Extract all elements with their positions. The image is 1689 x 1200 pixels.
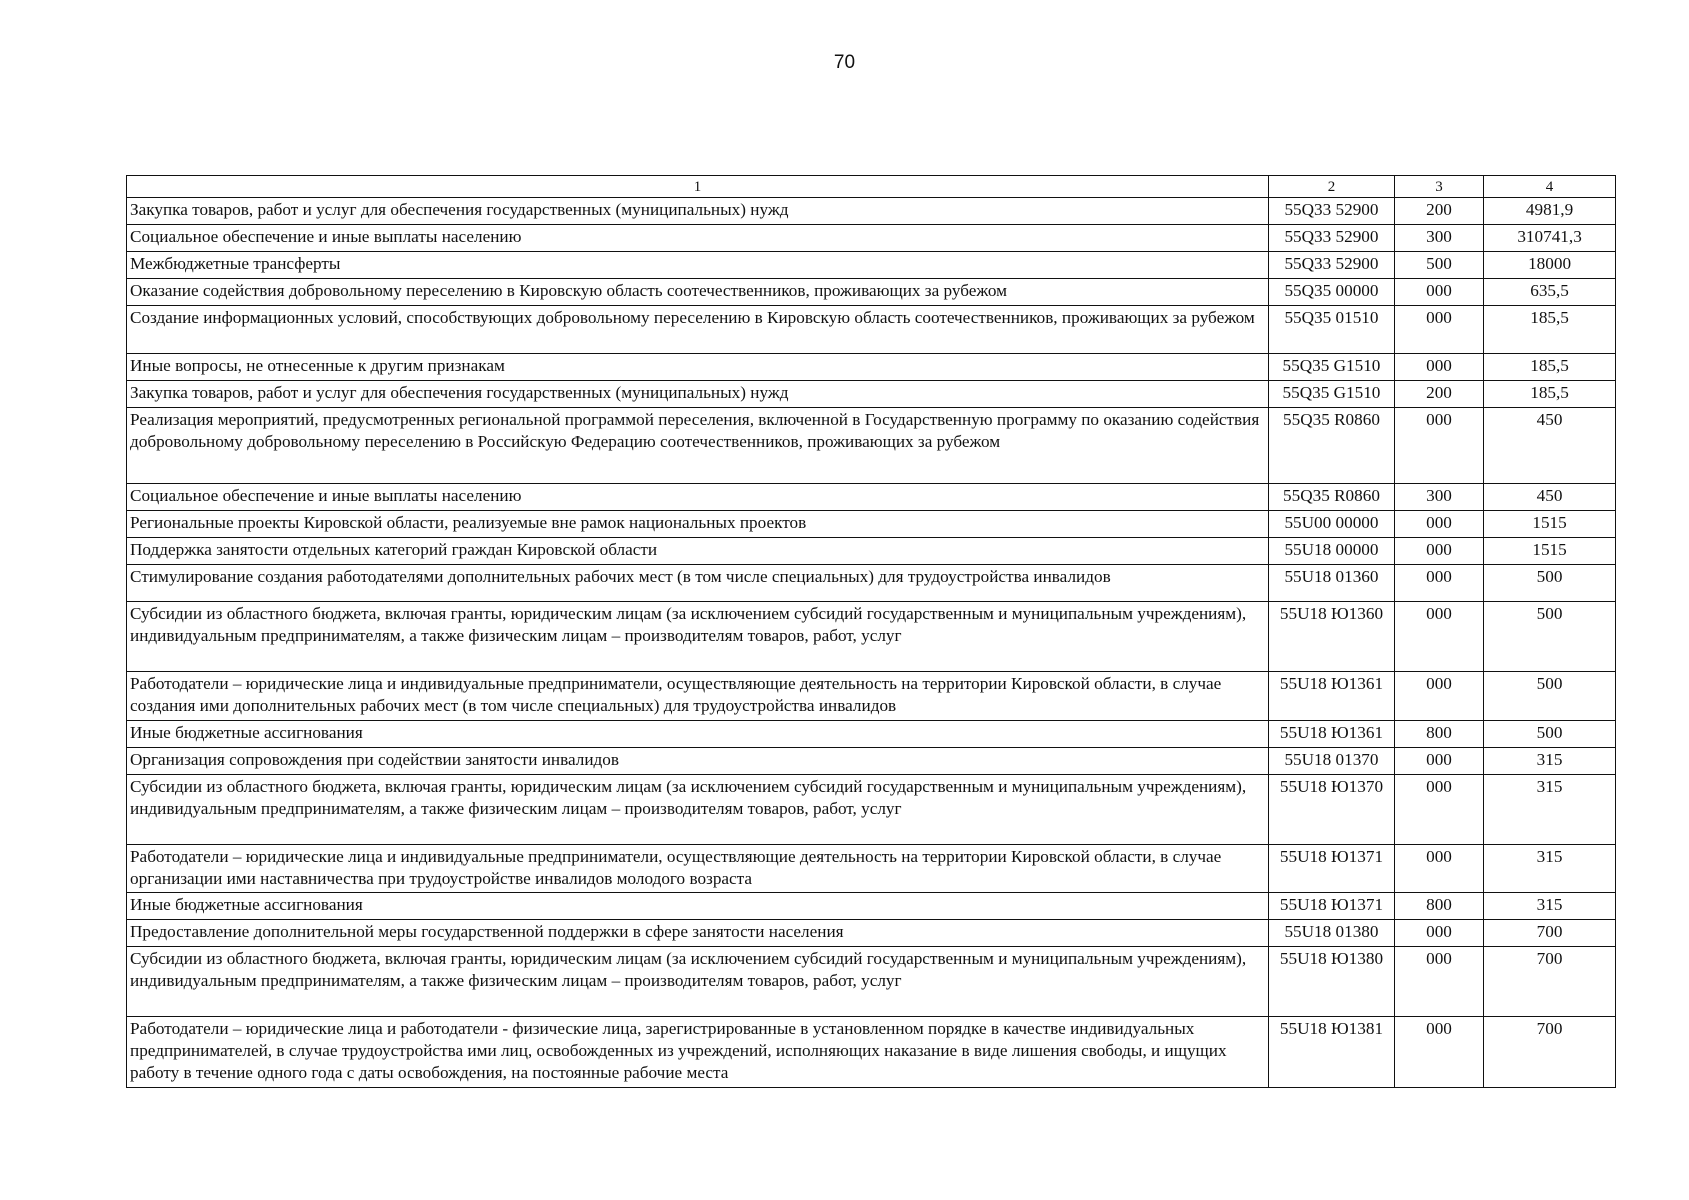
- table-body: [127, 198, 1616, 1088]
- row-expense-type: 000: [1394, 1017, 1483, 1088]
- row-amount: 450: [1484, 408, 1616, 484]
- row-amount: 500: [1484, 721, 1616, 748]
- row-expense-type: 200: [1394, 198, 1483, 225]
- row-description: Межбюджетные трансферты: [127, 252, 1269, 279]
- row-code: 55U00 00000: [1269, 511, 1395, 538]
- row-expense-type: 000: [1394, 538, 1483, 565]
- budget-table: [126, 175, 1616, 1088]
- row-code: 55U18 01360: [1269, 565, 1395, 602]
- row-amount: 310741,3: [1484, 225, 1616, 252]
- row-expense-type: 000: [1394, 565, 1483, 602]
- row-amount: 4981,9: [1484, 198, 1616, 225]
- row-description: Предоставление дополнительной меры государственной поддержки в сфере занятости населения: [127, 920, 1269, 947]
- row-amount: 185,5: [1484, 306, 1616, 354]
- row-expense-type: 000: [1394, 602, 1483, 672]
- row-expense-type: 000: [1394, 775, 1483, 845]
- table-row: [127, 893, 1616, 920]
- row-amount: 500: [1484, 602, 1616, 672]
- row-description: Иные бюджетные ассигнования: [127, 893, 1269, 920]
- table-row: [127, 920, 1616, 947]
- table-row: [127, 775, 1616, 845]
- table-header-row: [127, 176, 1616, 198]
- row-amount: 1515: [1484, 538, 1616, 565]
- row-expense-type: 300: [1394, 484, 1483, 511]
- row-code: 55U18 Ю1381: [1269, 1017, 1395, 1088]
- row-amount: 185,5: [1484, 381, 1616, 408]
- row-description: Реализация мероприятий, предусмотренных региональной программой переселения, включенной в Государственную программу по оказанию содействия добровольному добровольному переселению в Российскую Федерацию соотечественников, проживающих за рубежом: [127, 408, 1269, 484]
- row-code: 55Q33 52900: [1269, 198, 1395, 225]
- row-code: 55U18 Ю1361: [1269, 721, 1395, 748]
- row-code: 55U18 Ю1371: [1269, 893, 1395, 920]
- row-code: 55U18 Ю1370: [1269, 775, 1395, 845]
- row-description: Субсидии из областного бюджета, включая гранты, юридическим лицам (за исключением субсидий государственным и муниципальным учреждениям), индивидуальным предпринимателям, а также физическим лицам – производителям товаров, работ, услуг: [127, 775, 1269, 845]
- row-code: 55Q35 01510: [1269, 306, 1395, 354]
- table-row: [127, 947, 1616, 1017]
- row-description: Работодатели – юридические лица и индивидуальные предприниматели, осуществляющие деятельность на территории Кировской области, в случае создания ими дополнительных рабочих мест (в том числе специальных) для трудоустройства инвалидов: [127, 672, 1269, 721]
- row-code: 55U18 00000: [1269, 538, 1395, 565]
- table-row: [127, 279, 1616, 306]
- row-code: 55U18 Ю1371: [1269, 845, 1395, 893]
- page-number: 70: [833, 52, 856, 73]
- table-row: [127, 672, 1616, 721]
- row-code: 55Q33 52900: [1269, 225, 1395, 252]
- row-amount: 315: [1484, 845, 1616, 893]
- row-amount: 635,5: [1484, 279, 1616, 306]
- row-amount: 315: [1484, 775, 1616, 845]
- row-amount: 450: [1484, 484, 1616, 511]
- row-description: Иные бюджетные ассигнования: [127, 721, 1269, 748]
- table-row: [127, 511, 1616, 538]
- row-expense-type: 000: [1394, 279, 1483, 306]
- row-description: Субсидии из областного бюджета, включая гранты, юридическим лицам (за исключением субсидий государственным и муниципальным учреждениям), индивидуальным предпринимателям, а также физическим лицам – производителям товаров, работ, услуг: [127, 947, 1269, 1017]
- row-amount: 500: [1484, 565, 1616, 602]
- row-expense-type: 000: [1394, 408, 1483, 484]
- row-amount: 700: [1484, 1017, 1616, 1088]
- table-row: [127, 225, 1616, 252]
- row-expense-type: 200: [1394, 381, 1483, 408]
- row-code: 55Q35 R0860: [1269, 408, 1395, 484]
- row-description: Субсидии из областного бюджета, включая гранты, юридическим лицам (за исключением субсидий государственным и муниципальным учреждениям), индивидуальным предпринимателям, а также физическим лицам – производителям товаров, работ, услуг: [127, 602, 1269, 672]
- row-expense-type: 000: [1394, 354, 1483, 381]
- table-row: [127, 198, 1616, 225]
- row-code: 55U18 Ю1360: [1269, 602, 1395, 672]
- row-expense-type: 000: [1394, 947, 1483, 1017]
- table-row: [127, 602, 1616, 672]
- header-col-3: 3: [1394, 176, 1483, 198]
- row-amount: 315: [1484, 748, 1616, 775]
- row-amount: 500: [1484, 672, 1616, 721]
- row-description: Социальное обеспечение и иные выплаты населению: [127, 484, 1269, 511]
- table-row: [127, 721, 1616, 748]
- row-description: Создание информационных условий, способствующих добровольному переселению в Кировскую область соотечественников, проживающих за рубежом: [127, 306, 1269, 354]
- row-description: Региональные проекты Кировской области, реализуемые вне рамок национальных проектов: [127, 511, 1269, 538]
- row-code: 55U18 01380: [1269, 920, 1395, 947]
- row-description: Поддержка занятости отдельных категорий граждан Кировской области: [127, 538, 1269, 565]
- row-expense-type: 000: [1394, 672, 1483, 721]
- row-amount: 18000: [1484, 252, 1616, 279]
- row-code: 55U18 Ю1380: [1269, 947, 1395, 1017]
- row-description: Работодатели – юридические лица и индивидуальные предприниматели, осуществляющие деятельность на территории Кировской области, в случае организации ими наставничества при трудоустройстве инвалидов молодого возраста: [127, 845, 1269, 893]
- row-amount: 185,5: [1484, 354, 1616, 381]
- row-code: 55Q35 G1510: [1269, 354, 1395, 381]
- table-row: [127, 408, 1616, 484]
- row-expense-type: 000: [1394, 748, 1483, 775]
- row-expense-type: 000: [1394, 306, 1483, 354]
- table-row: [127, 354, 1616, 381]
- header-col-1: 1: [127, 176, 1269, 198]
- table-row: [127, 252, 1616, 279]
- row-expense-type: 500: [1394, 252, 1483, 279]
- row-code: 55Q33 52900: [1269, 252, 1395, 279]
- row-expense-type: 000: [1394, 511, 1483, 538]
- row-amount: 700: [1484, 947, 1616, 1017]
- row-expense-type: 000: [1394, 845, 1483, 893]
- table-row: [127, 484, 1616, 511]
- row-description: Социальное обеспечение и иные выплаты населению: [127, 225, 1269, 252]
- row-code: 55U18 01370: [1269, 748, 1395, 775]
- row-code: 55U18 Ю1361: [1269, 672, 1395, 721]
- row-description: Закупка товаров, работ и услуг для обеспечения государственных (муниципальных) нужд: [127, 381, 1269, 408]
- row-description: Закупка товаров, работ и услуг для обеспечения государственных (муниципальных) нужд: [127, 198, 1269, 225]
- row-code: 55Q35 G1510: [1269, 381, 1395, 408]
- row-expense-type: 800: [1394, 721, 1483, 748]
- table-row: [127, 748, 1616, 775]
- table-row: [127, 306, 1616, 354]
- table-row: [127, 845, 1616, 893]
- row-description: Оказание содействия добровольному переселению в Кировскую область соотечественников, проживающих за рубежом: [127, 279, 1269, 306]
- row-description: Иные вопросы, не отнесенные к другим признакам: [127, 354, 1269, 381]
- table-row: [127, 565, 1616, 602]
- row-description: Работодатели – юридические лица и работодатели - физические лица, зарегистрированные в установленном порядке в качестве индивидуальных предпринимателей, в случае трудоустройства ими лиц, освобожденных из учреждений, исполняющих наказание в виде лишения свободы, и ищущих работу в течение одного года с даты освобождения, на постоянные рабочие места: [127, 1017, 1269, 1088]
- table-row: [127, 1017, 1616, 1088]
- header-col-4: 4: [1484, 176, 1616, 198]
- table-row: [127, 381, 1616, 408]
- row-code: 55Q35 00000: [1269, 279, 1395, 306]
- row-amount: 315: [1484, 893, 1616, 920]
- row-expense-type: 000: [1394, 920, 1483, 947]
- row-expense-type: 800: [1394, 893, 1483, 920]
- row-description: Организация сопровождения при содействии занятости инвалидов: [127, 748, 1269, 775]
- row-amount: 1515: [1484, 511, 1616, 538]
- header-col-2: 2: [1269, 176, 1395, 198]
- row-description: Стимулирование создания работодателями дополнительных рабочих мест (в том числе специальных) для трудоустройства инвалидов: [127, 565, 1269, 602]
- table-row: [127, 538, 1616, 565]
- row-expense-type: 300: [1394, 225, 1483, 252]
- row-amount: 700: [1484, 920, 1616, 947]
- row-code: 55Q35 R0860: [1269, 484, 1395, 511]
